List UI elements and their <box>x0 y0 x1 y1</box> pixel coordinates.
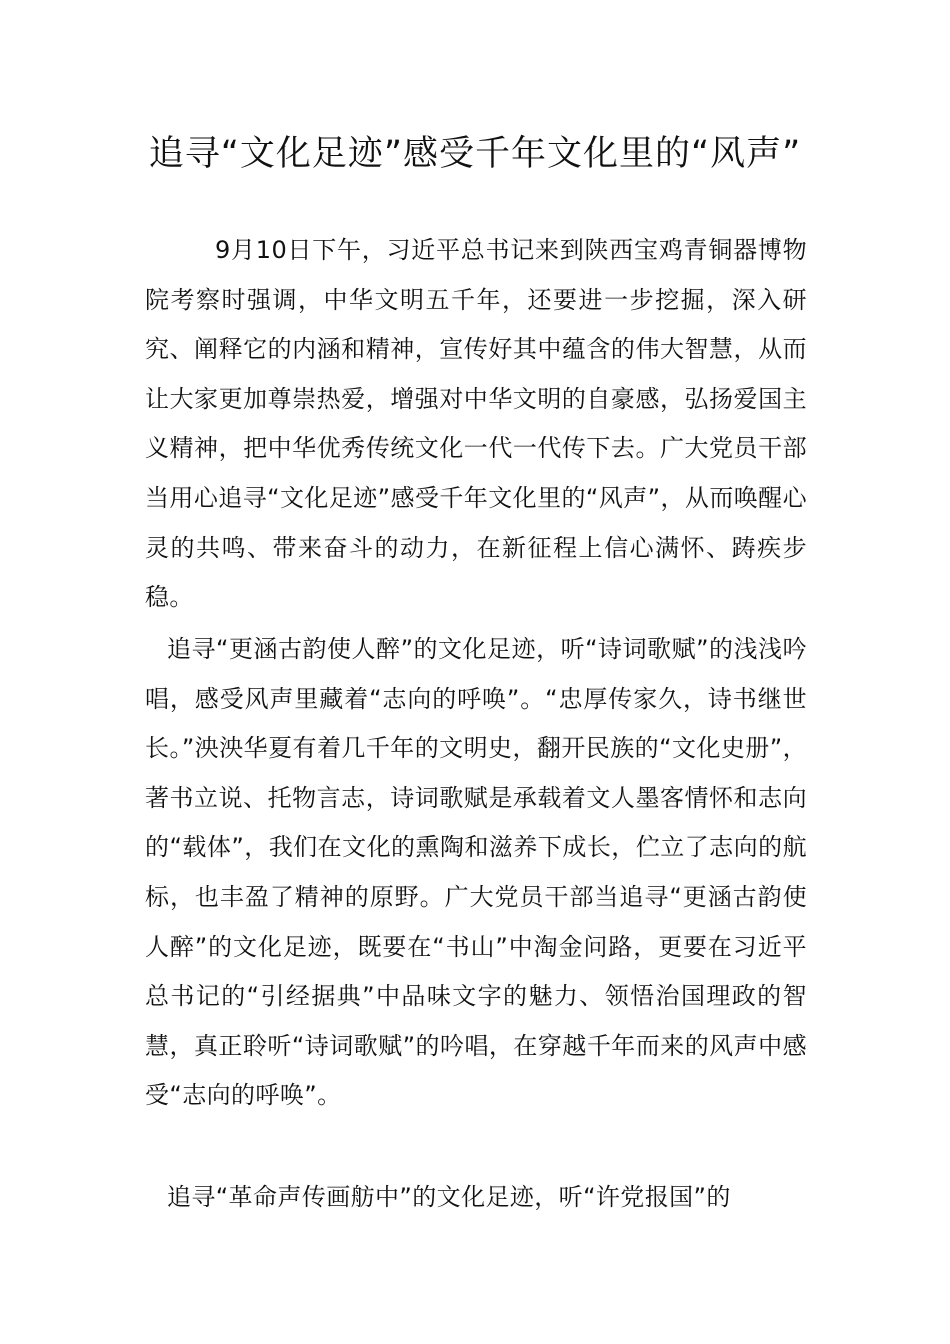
paragraph-intro: 9月10日下午，习近平总书记来到陕西宝鸡青铜器博物院考察时强调，中华文明五千年，还要进一步挖掘，深入研究、阐释它的内涵和精神，宣传好其中蕴含的伟大智慧，从而让大家更加尊崇热爱，增强对中华文明的自豪感，弘扬爱国主义精神，把中华优秀传统文化一代一代传下去。广大党员干部当用心追寻“文化足迹”感受千年文化里的“风声”，从而唤醒心灵的共鸣、带来奋斗的动力，在新征程上信心满怀、踌疾步稳。 <box>145 236 807 612</box>
paragraph-poetry: 追寻“更涵古韵使人醉”的文化足迹，听“诗词歌赋”的浅浅吟唱，感受风声里藏着“志向的呼唤”。“忠厚传家久，诗书继世长。”泱泱华夏有着几千年的文明史，翻开民族的“文化史册”，著书立说、托物言志，诗词歌赋是承载着文人墨客情怀和志向的“载体”，我们在文化的熏陶和滋养下成长，伫立了志向的航标，也丰盈了精神的原野。广大党员干部当追寻“更涵古韵使人醉”的文化足迹，既要在“书山”中淘金问路，更要在习近平总书记的“引经据典”中品味文字的魅力、领悟治国理政的智慧，真正聆听“诗词歌赋”的吟唱，在穿越千年而来的风声中感受“志向的呼唤”。 <box>145 635 807 1110</box>
article-title: 追寻“文化足迹”感受千年文化里的“风声” <box>148 134 802 174</box>
paragraph-revolution: 追寻“革命声传画舫中”的文化足迹，听“许党报国”的 <box>167 1183 731 1211</box>
